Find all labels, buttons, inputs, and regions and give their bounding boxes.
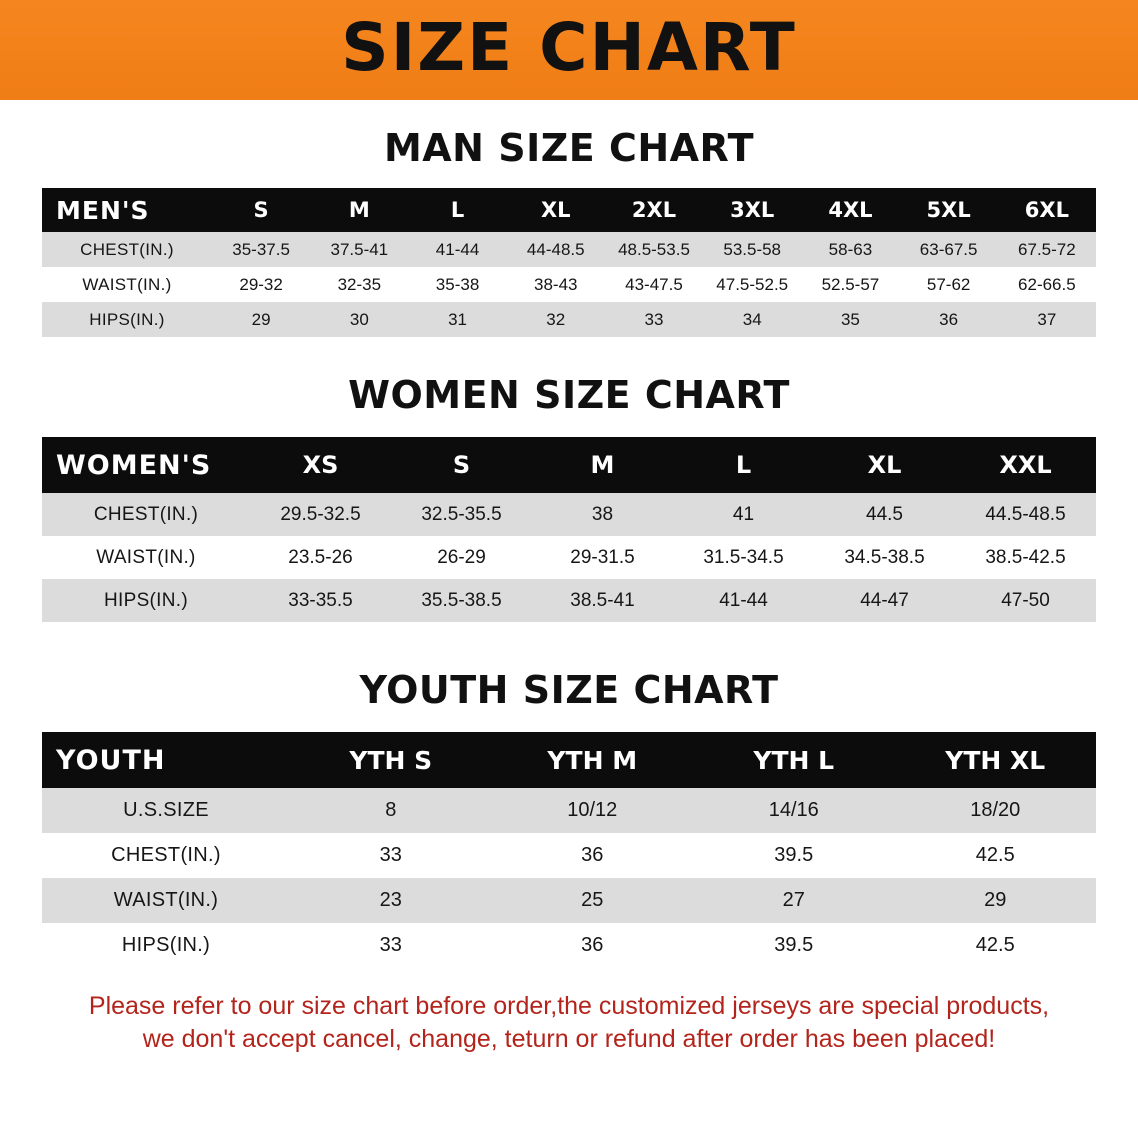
- youth-table-body: [42, 788, 1096, 968]
- youth-column-header: YTH L: [693, 732, 895, 788]
- man-cell: 37.5-41: [310, 232, 408, 267]
- man-cell: 32: [507, 302, 605, 337]
- youth-cell: 10/12: [492, 788, 694, 833]
- man-cell: 47.5-52.5: [703, 267, 801, 302]
- order-policy-note: [38, 990, 1100, 1057]
- women-cell: 44-47: [814, 579, 955, 622]
- man-column-header: 4XL: [801, 188, 899, 232]
- women-column-header: L: [673, 437, 814, 493]
- youth-table-header: [42, 732, 1096, 788]
- man-cell: 33: [605, 302, 703, 337]
- table-header-row: [42, 732, 1096, 788]
- man-cell: 48.5-53.5: [605, 232, 703, 267]
- women-column-header: M: [532, 437, 673, 493]
- women-cell: 34.5-38.5: [814, 536, 955, 579]
- youth-cell: 39.5: [693, 923, 895, 968]
- man-cell: 38-43: [507, 267, 605, 302]
- man-column-header: L: [408, 188, 506, 232]
- women-row-label: WAIST(IN.): [42, 536, 250, 579]
- youth-cell: 14/16: [693, 788, 895, 833]
- table-row: [42, 833, 1096, 878]
- note-line-1: Please refer to our size chart before order,the customized jerseys are special products,: [88, 992, 1050, 1020]
- table-row: [42, 493, 1096, 536]
- women-table-header: [42, 437, 1096, 493]
- youth-cell: 39.5: [693, 833, 895, 878]
- youth-row-label: CHEST(IN.): [42, 833, 290, 878]
- man-cell: 35: [801, 302, 899, 337]
- women-column-header: XL: [814, 437, 955, 493]
- man-cell: 62-66.5: [998, 267, 1096, 302]
- man-cell: 52.5-57: [801, 267, 899, 302]
- women-cell: 41: [673, 493, 814, 536]
- table-header-row: [42, 188, 1096, 232]
- man-cell: 36: [900, 302, 998, 337]
- women-cell: 26-29: [391, 536, 532, 579]
- youth-cell: 29: [895, 878, 1097, 923]
- table-row: [42, 923, 1096, 968]
- women-column-header: XS: [250, 437, 391, 493]
- man-column-header: M: [310, 188, 408, 232]
- women-cell: 23.5-26: [250, 536, 391, 579]
- women-column-header: XXL: [955, 437, 1096, 493]
- youth-cell: 33: [290, 923, 492, 968]
- youth-table-wrapper: [0, 732, 1138, 968]
- table-row: [42, 788, 1096, 833]
- women-cell: 38.5-41: [532, 579, 673, 622]
- man-table-header: [42, 188, 1096, 232]
- table-row: [42, 267, 1096, 302]
- table-row: [42, 579, 1096, 622]
- youth-cell: 33: [290, 833, 492, 878]
- youth-section-heading: YOUTH SIZE CHART: [359, 668, 779, 712]
- youth-column-header: YTH XL: [895, 732, 1097, 788]
- man-column-header: 2XL: [605, 188, 703, 232]
- man-cell: 32-35: [310, 267, 408, 302]
- man-cell: 63-67.5: [900, 232, 998, 267]
- youth-cell: 36: [492, 833, 694, 878]
- women-cell: 29-31.5: [532, 536, 673, 579]
- women-cell: 31.5-34.5: [673, 536, 814, 579]
- man-cell: 35-37.5: [212, 232, 310, 267]
- women-table-wrapper: [0, 437, 1138, 622]
- man-cell: 57-62: [900, 267, 998, 302]
- man-cell: 31: [408, 302, 506, 337]
- man-cell: 35-38: [408, 267, 506, 302]
- man-table-wrapper: [0, 188, 1138, 337]
- man-row-label-header: MEN'S: [42, 188, 212, 232]
- man-cell: 30: [310, 302, 408, 337]
- women-column-header: S: [391, 437, 532, 493]
- youth-cell: 25: [492, 878, 694, 923]
- youth-row-label: U.S.SIZE: [42, 788, 290, 833]
- women-cell: 29.5-32.5: [250, 493, 391, 536]
- women-cell: 38.5-42.5: [955, 536, 1096, 579]
- man-section-heading: MAN SIZE CHART: [383, 126, 755, 170]
- man-cell: 29: [212, 302, 310, 337]
- man-cell: 29-32: [212, 267, 310, 302]
- women-size-table: [42, 437, 1096, 622]
- table-row: [42, 878, 1096, 923]
- women-cell: 47-50: [955, 579, 1096, 622]
- man-column-header: S: [212, 188, 310, 232]
- man-column-header: 3XL: [703, 188, 801, 232]
- youth-column-header: YTH S: [290, 732, 492, 788]
- man-cell: 58-63: [801, 232, 899, 267]
- women-cell: 33-35.5: [250, 579, 391, 622]
- women-row-label: HIPS(IN.): [42, 579, 250, 622]
- youth-cell: 36: [492, 923, 694, 968]
- women-cell: 38: [532, 493, 673, 536]
- page-title: SIZE CHART: [341, 9, 797, 86]
- man-cell: 43-47.5: [605, 267, 703, 302]
- man-row-label: CHEST(IN.): [42, 232, 212, 267]
- man-table-body: [42, 232, 1096, 337]
- women-cell: 44.5: [814, 493, 955, 536]
- youth-cell: 42.5: [895, 923, 1097, 968]
- women-section-heading: WOMEN SIZE CHART: [348, 373, 790, 417]
- youth-cell: 27: [693, 878, 895, 923]
- youth-cell: 18/20: [895, 788, 1097, 833]
- table-row: [42, 302, 1096, 337]
- page-banner: [0, 0, 1138, 100]
- man-row-label: WAIST(IN.): [42, 267, 212, 302]
- note-line-2: we don't accept cancel, change, teturn or refund after order has been placed!: [142, 1025, 996, 1054]
- man-cell: 41-44: [408, 232, 506, 267]
- youth-cell: 8: [290, 788, 492, 833]
- man-column-header: XL: [507, 188, 605, 232]
- women-row-label: CHEST(IN.): [42, 493, 250, 536]
- man-cell: 37: [998, 302, 1096, 337]
- man-column-header: 6XL: [998, 188, 1096, 232]
- man-cell: 53.5-58: [703, 232, 801, 267]
- youth-row-label: HIPS(IN.): [42, 923, 290, 968]
- women-cell: 44.5-48.5: [955, 493, 1096, 536]
- women-row-label-header: WOMEN'S: [42, 437, 250, 493]
- table-row: [42, 536, 1096, 579]
- table-header-row: [42, 437, 1096, 493]
- youth-column-header: YTH M: [492, 732, 694, 788]
- youth-cell: 23: [290, 878, 492, 923]
- women-table-body: [42, 493, 1096, 622]
- women-cell: 32.5-35.5: [391, 493, 532, 536]
- youth-row-label-header: YOUTH: [42, 732, 290, 788]
- man-cell: 34: [703, 302, 801, 337]
- women-cell: 41-44: [673, 579, 814, 622]
- youth-cell: 42.5: [895, 833, 1097, 878]
- man-row-label: HIPS(IN.): [42, 302, 212, 337]
- man-cell: 67.5-72: [998, 232, 1096, 267]
- table-row: [42, 232, 1096, 267]
- man-cell: 44-48.5: [507, 232, 605, 267]
- youth-row-label: WAIST(IN.): [42, 878, 290, 923]
- women-cell: 35.5-38.5: [391, 579, 532, 622]
- youth-size-table: [42, 732, 1096, 968]
- man-size-table: [42, 188, 1096, 337]
- man-column-header: 5XL: [900, 188, 998, 232]
